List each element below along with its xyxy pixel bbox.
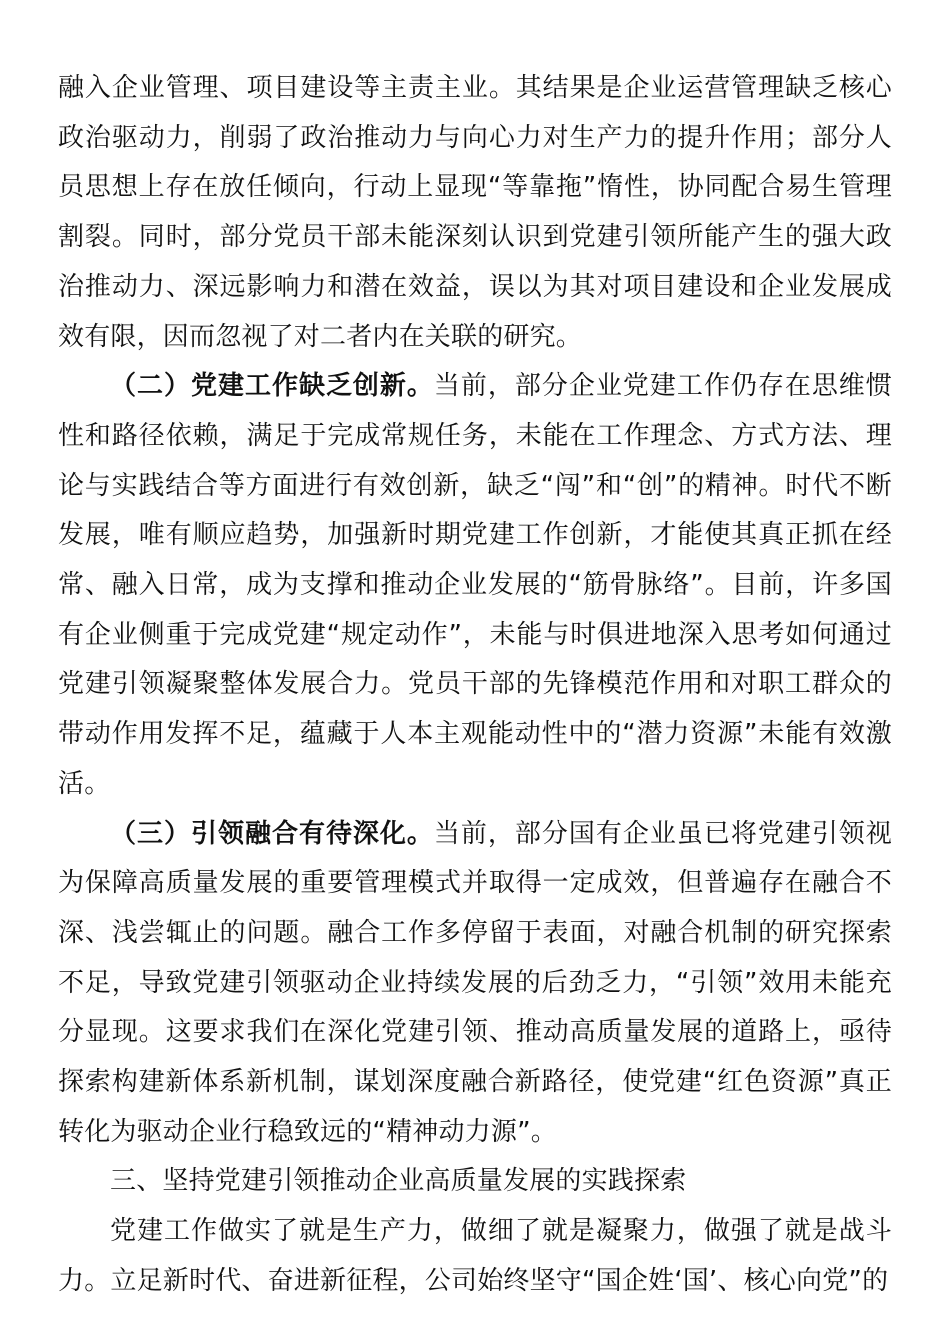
paragraph-2 (58, 362, 892, 809)
chapter-heading-3 (58, 1157, 892, 1207)
paragraph-5-text: 党建工作做实了就是生产力，做细了就是凝聚力，做强了就是战斗力。立足新时代、奋进新征程，公司始终坚守“国企姓‘国’、核心向党”的 (58, 1216, 892, 1296)
paragraph-1-text: 融入企业管理、项目建设等主责主业。其结果是企业运营管理缺乏核心政治驱动力，削弱了政治推动力与向心力对生产力的提升作用；部分人员思想上存在放任倾向，行动上显现“等靠拖”惰性，协同配合易生管理割裂。同时，部分党员干部未能深刻认识到党建引领所能产生的强大政治推动力、深远影响力和潜在效益，误以为其对项目建设和企业发展成效有限，因而忽视了对二者内在关联的研究。 (58, 73, 892, 352)
paragraph-2-text: 当前，部分企业党建工作仍存在思维惯性和路径依赖，满足于完成常规任务，未能在工作理念、方式方法、理论与实践结合等方面进行有效创新，缺乏“闯”和“创”的精神。时代不断发展，唯有顺应趋势，加强新时期党建工作创新，才能使其真正抓在经常、融入日常，成为支撑和推动企业发展的“筋骨脉络”。目前，许多国有企业侧重于完成党建“规定动作”，未能与时俱进地深入思考如何通过党建引领凝聚整体发展合力。党员干部的先锋模范作用和对职工群众的带动作用发挥不足，蕴藏于人本主观能动性中的“潜力资源”未能有效激活。 (58, 371, 893, 799)
paragraph-3-text: 当前，部分国有企业虽已将党建引领视为保障高质量发展的重要管理模式并取得一定成效，但普遍存在融合不深、浅尝辄止的问题。融合工作多停留于表面，对融合机制的研究探索不足，导致党建引领驱动企业持续发展的后劲乏力，“引领”效用未能充分显现。这要求我们在深化党建引领、推动高质量发展的道路上，亟待探索构建新体系新机制，谋划深度融合新路径，使党建“红色资源”真正转化为驱动企业行稳致远的“精神动力源”。 (58, 818, 893, 1147)
document-page (58, 64, 892, 1307)
section-heading-3: （三）引领融合有待深化。 (110, 818, 434, 849)
chapter-heading-3-text: 三、坚持党建引领推动企业高质量发展的实践探索 (110, 1166, 687, 1197)
section-heading-2: （二）党建工作缺乏创新。 (110, 371, 434, 402)
paragraph-3 (58, 810, 892, 1158)
paragraph-1 (58, 64, 892, 362)
paragraph-5 (58, 1207, 892, 1306)
